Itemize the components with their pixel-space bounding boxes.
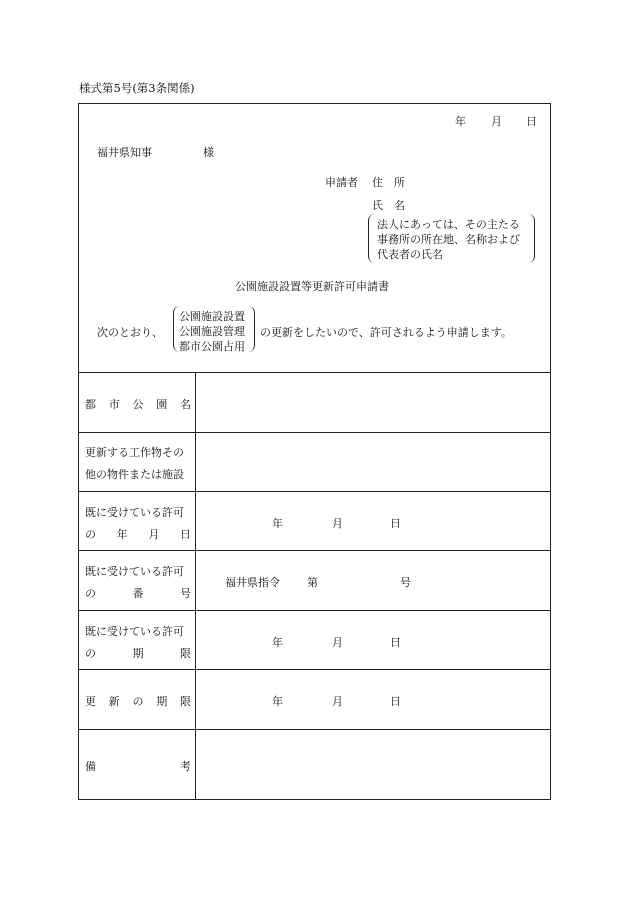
applicant-address-label: 住 所 — [372, 176, 405, 189]
row-divider — [79, 491, 550, 492]
application-form-frame — [78, 103, 551, 800]
row-divider — [79, 610, 550, 611]
permit-period-month: 月 — [332, 636, 343, 649]
addressee-honorific: 様 — [203, 146, 214, 159]
permit-period-label-line1: 既に受けている許可 — [85, 625, 184, 638]
corporate-note-line: 代表者の氏名 — [377, 248, 443, 261]
permit-date-year: 年 — [272, 517, 283, 530]
structure-label-line1: 更新する工作物その — [85, 446, 184, 459]
purpose-option: 公園施設設置 — [179, 310, 245, 323]
applicant-role-label: 申請者 — [325, 176, 358, 189]
permit-date-month: 月 — [332, 517, 343, 530]
row-divider — [79, 550, 550, 551]
column-divider — [195, 372, 196, 799]
permit-period-label-line2: の 期 限 — [85, 647, 191, 660]
permit-date-label-line1: 既に受けている許可 — [85, 506, 184, 519]
park-name-label: 都 市 公 園 名 — [85, 398, 191, 411]
row-divider — [79, 432, 550, 433]
purpose-option: 公園施設管理 — [179, 325, 245, 338]
permit-date-day: 日 — [390, 517, 401, 530]
permit-number-prefix: 福井県指令 — [225, 576, 280, 589]
applicant-name-label: 氏 名 — [372, 199, 405, 212]
permit-number-label-line2: の 番 号 — [85, 587, 191, 600]
permit-number-label-line1: 既に受けている許可 — [85, 565, 184, 578]
corporate-note-line: 法人にあっては、その主たる — [377, 218, 520, 231]
permit-date-label-line2: の 年 月 日 — [85, 528, 191, 541]
row-divider — [79, 729, 550, 730]
renewal-period-year: 年 — [272, 695, 283, 708]
table-top-border — [79, 372, 550, 373]
corporate-note-line: 事務所の所在地、名称および — [377, 233, 520, 246]
body-prefix: 次のとおり、 — [97, 326, 163, 339]
form-number-label: 様式第5号(第3条関係) — [79, 81, 195, 95]
permit-number-go: 号 — [400, 576, 411, 589]
remarks-label: 備 考 — [85, 760, 191, 773]
row-divider — [79, 669, 550, 670]
renewal-period-day: 日 — [390, 695, 401, 708]
document-title: 公園施設設置等更新許可申請書 — [235, 280, 389, 293]
body-suffix: の更新をしたいので、許可されるよう申請します。 — [260, 326, 512, 339]
purpose-option: 都市公園占用 — [179, 340, 245, 353]
renewal-period-month: 月 — [332, 695, 343, 708]
renewal-period-label: 更 新 の 期 限 — [85, 695, 191, 708]
addressee-name: 福井県知事 — [97, 146, 152, 159]
permit-period-day: 日 — [390, 636, 401, 649]
date-day-label: 日 — [526, 115, 537, 128]
date-year-label: 年 — [455, 115, 466, 128]
date-month-label: 月 — [491, 115, 502, 128]
permit-period-year: 年 — [272, 636, 283, 649]
structure-label-line2: 他の物件または施設 — [85, 468, 184, 481]
permit-number-dai: 第 — [307, 576, 318, 589]
